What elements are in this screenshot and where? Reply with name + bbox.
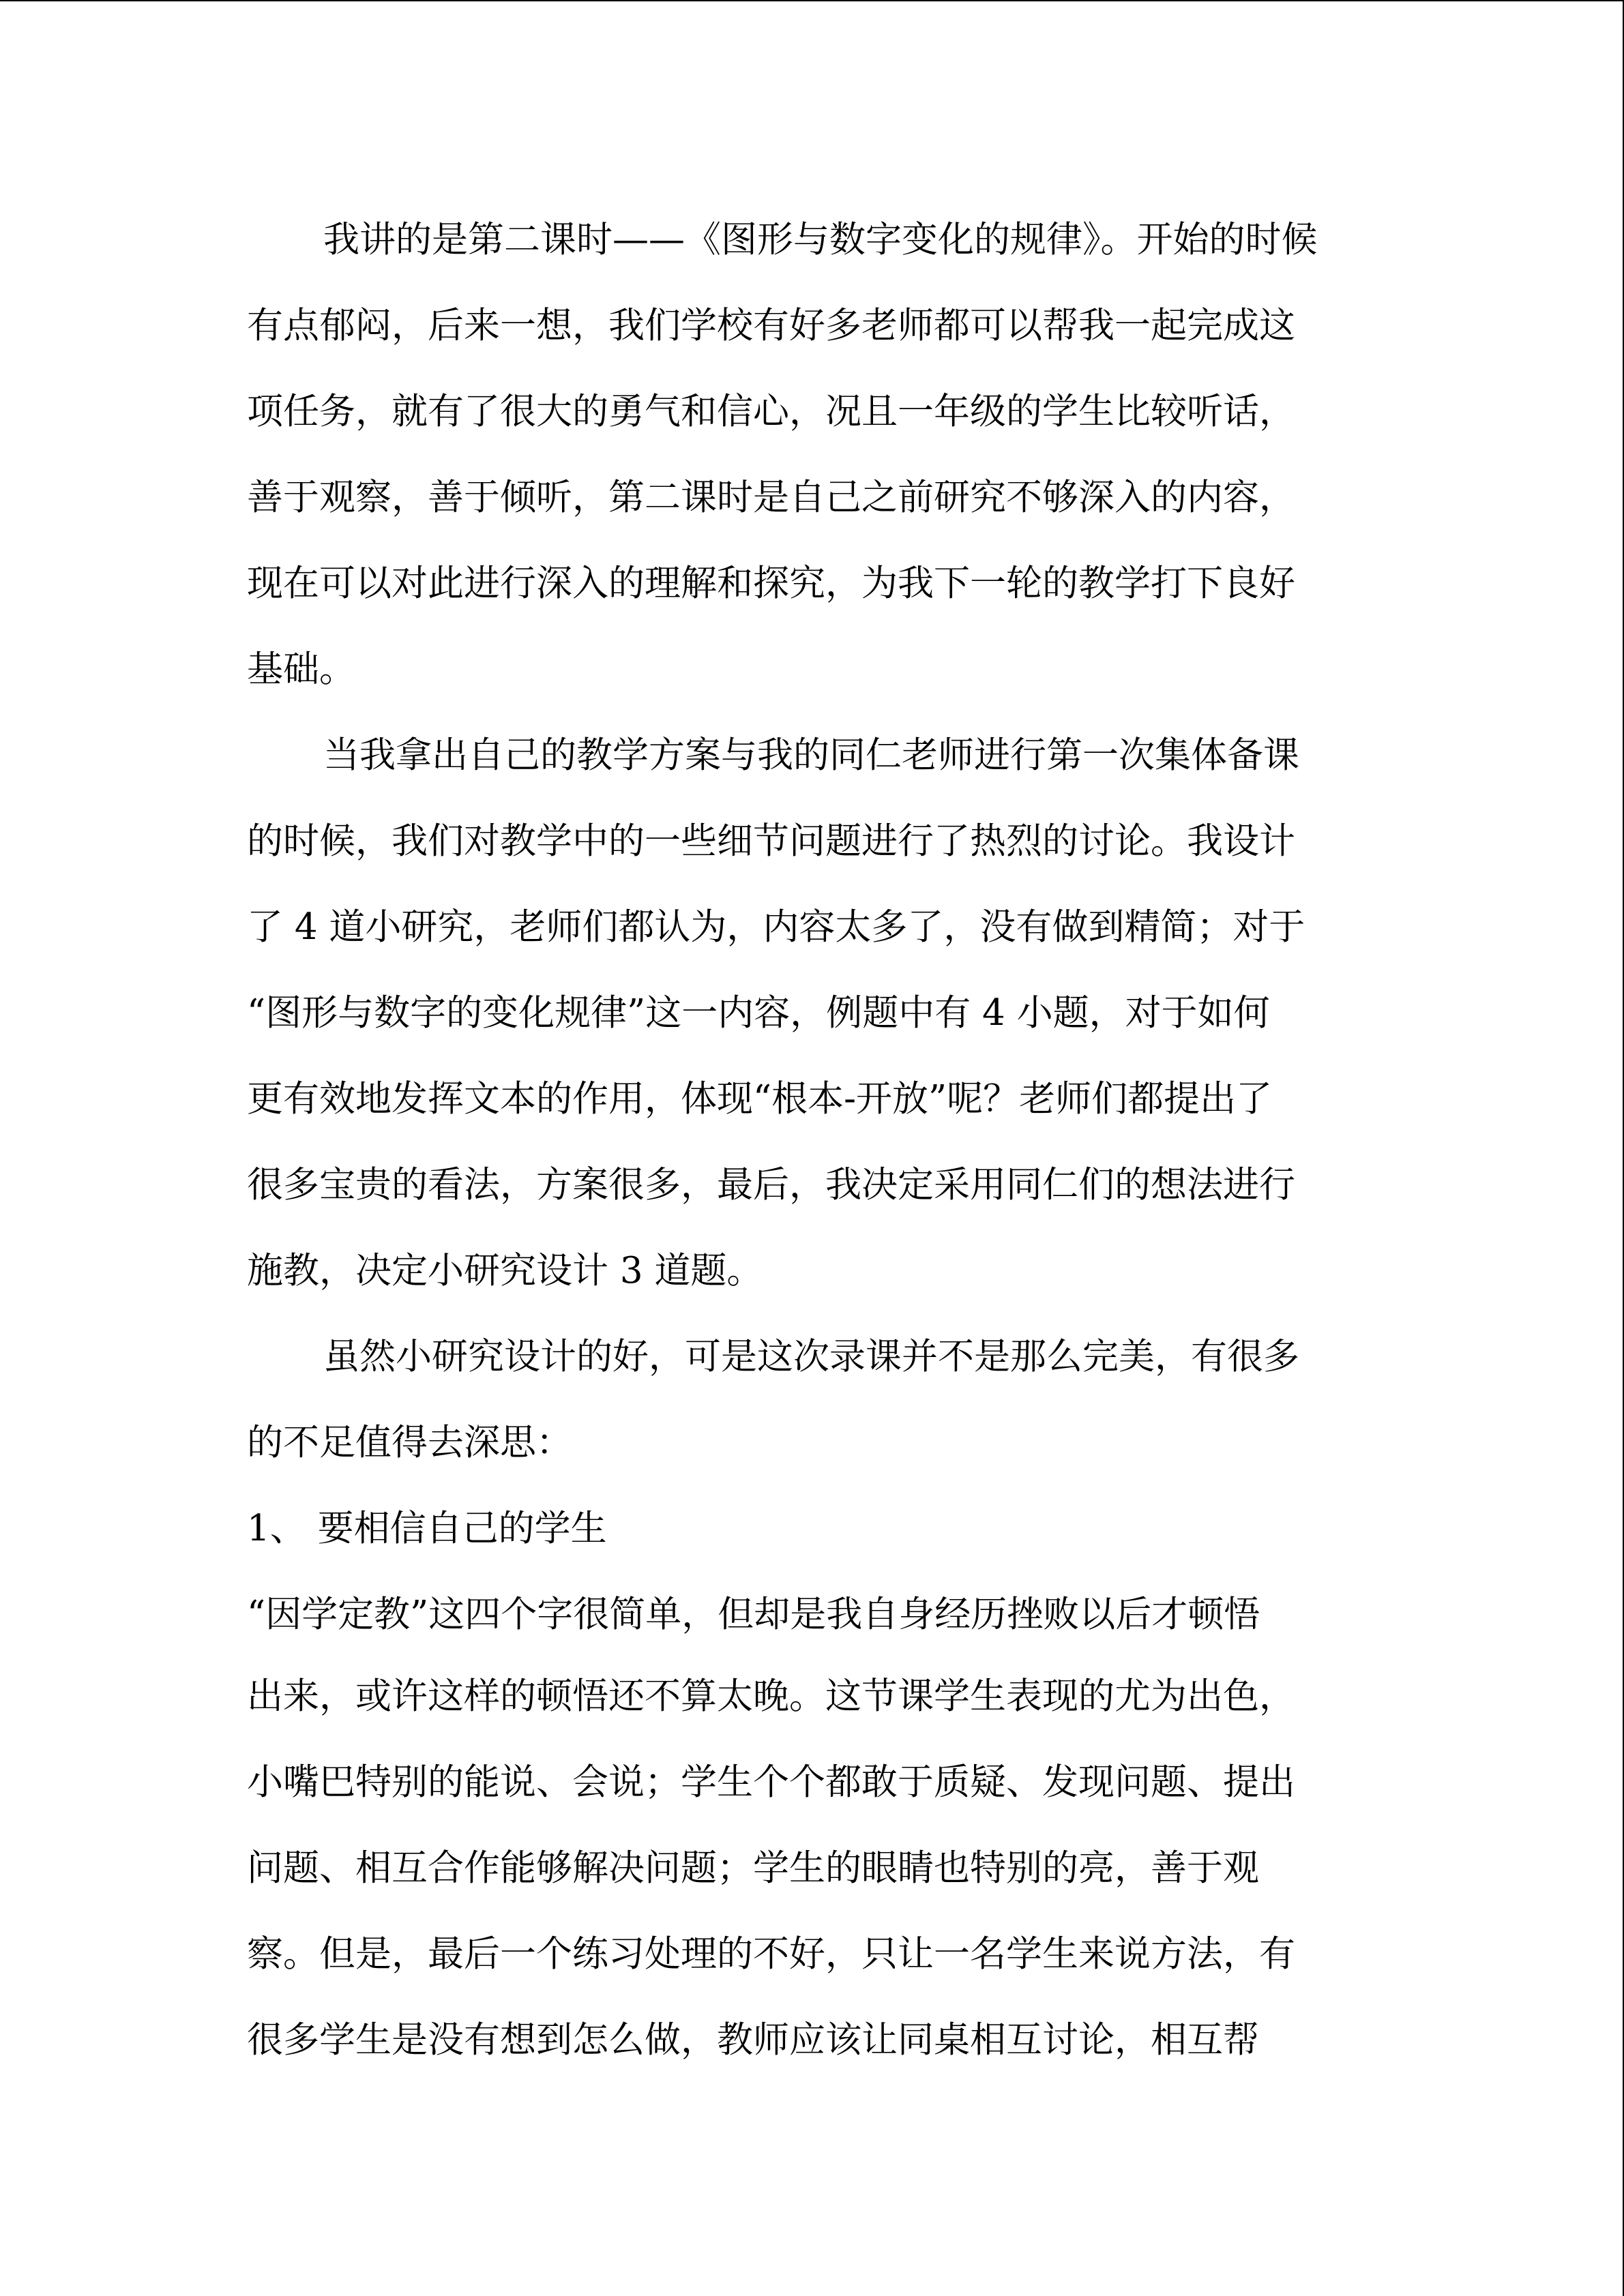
paragraph-4-line-5: 察。但是，最后一个练习处理的不好，只让一名学生来说方法，有	[247, 1933, 1295, 1975]
section-heading: 1、 要相信自己的学生	[247, 1508, 607, 1549]
paragraph-2-line-3: 了 4 道小研究，老师们都认为，内容太多了，没有做到精简；对于	[247, 906, 1305, 948]
paragraph-4-line-6: 很多学生是没有想到怎么做，教师应该让同桌相互讨论，相互帮	[247, 2019, 1259, 2061]
paragraph-3-line-1: 虽然小研究设计的好，可是这次录课并不是那么完美，有很多	[323, 1336, 1299, 1377]
paragraph-1-line-4: 善于观察，善于倾听，第二课时是自己之前研究不够深入的内容，	[247, 477, 1295, 518]
paragraph-3-line-2: 的不足值得去深思：	[247, 1422, 572, 1463]
paragraph-4-line-2: 出来，或许这样的顿悟还不算太晚。这节课学生表现的尤为出色，	[247, 1675, 1295, 1717]
paragraph-1-line-6: 基础。	[247, 648, 355, 690]
paragraph-2-line-5: 更有效地发挥文本的作用，体现“根本-开放”呢？老师们都提出了	[247, 1078, 1273, 1120]
paragraph-2-line-6: 很多宝贵的看法，方案很多，最后，我决定采用同仁们的想法进行	[247, 1164, 1295, 1206]
paragraph-2-line-4: “图形与数字的变化规律”这一内容，例题中有 4 小题，对于如何	[247, 992, 1270, 1034]
paragraph-4-line-1: “因学定教”这四个字很简单，但却是我自身经历挫败以后才顿悟	[247, 1594, 1260, 1635]
paragraph-2-line-2: 的时候，我们对教学中的一些细节问题进行了热烈的讨论。我设计	[247, 820, 1295, 862]
paragraph-2-line-1: 当我拿出自己的教学方案与我的同仁老师进行第一次集体备课	[323, 734, 1299, 776]
paragraph-4-line-4: 问题、相互合作能够解决问题；学生的眼睛也特别的亮，善于观	[247, 1847, 1259, 1889]
paragraph-2-line-7: 施教，决定小研究设计 3 道题。	[247, 1250, 763, 1292]
paragraph-1-line-2: 有点郁闷，后来一想，我们学校有好多老师都可以帮我一起完成这	[247, 305, 1295, 346]
paragraph-4-line-3: 小嘴巴特别的能说、会说；学生个个都敢于质疑、发现问题、提出	[247, 1761, 1295, 1803]
paragraph-1-line-1: 我讲的是第二课时——《图形与数字变化的规律》。开始的时候	[323, 219, 1318, 260]
document-body	[247, 211, 1379, 2097]
paragraph-1-line-3: 项任务，就有了很大的勇气和信心，况且一年级的学生比较听话，	[247, 391, 1295, 432]
paragraph-1-line-5: 现在可以对此进行深入的理解和探究，为我下一轮的教学打下良好	[247, 563, 1295, 604]
